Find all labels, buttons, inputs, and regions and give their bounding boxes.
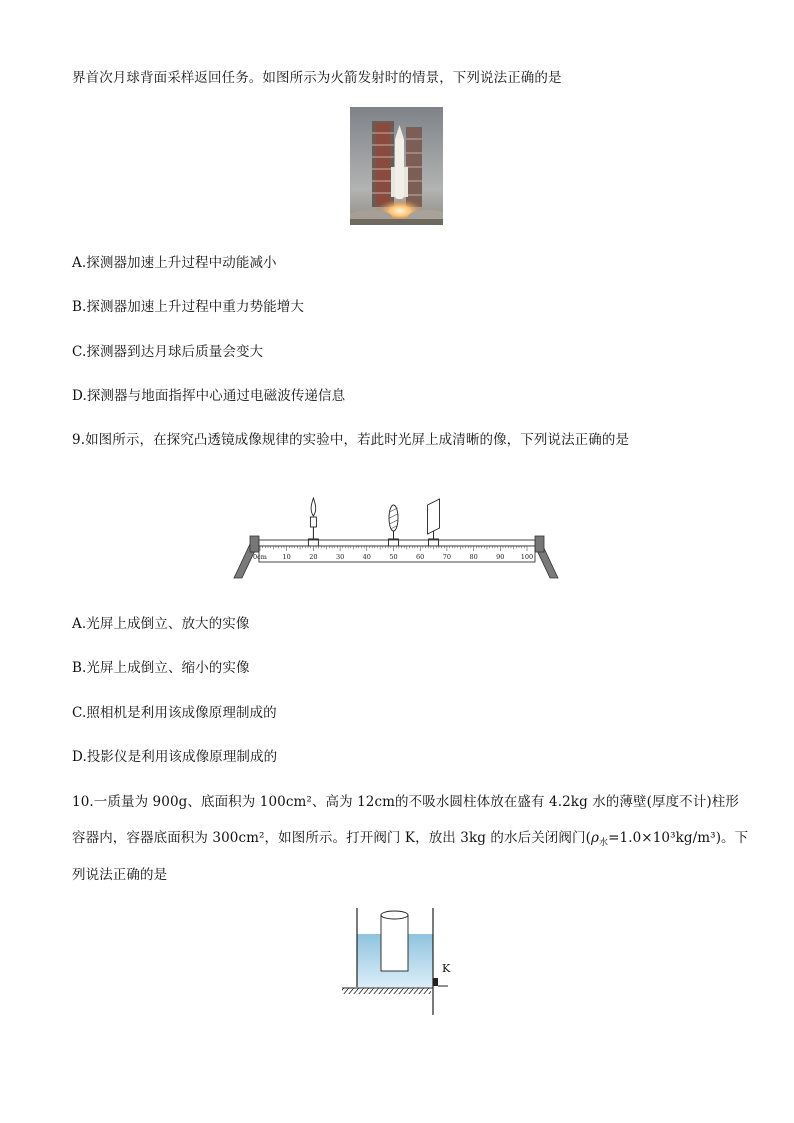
container-figure xyxy=(338,905,462,1024)
q8-option-b: B.探测器加速上升过程中重力势能增大 xyxy=(72,299,305,315)
bench-tick-label: 50 xyxy=(389,553,398,561)
bench-tick-label: 60 xyxy=(416,553,425,561)
candle-body xyxy=(310,517,316,527)
bench-tick-label: 70 xyxy=(442,553,452,561)
bench-rail-top xyxy=(259,540,535,546)
q10-line-2-end: =1.0×10³kg/m³)。下 xyxy=(608,830,749,846)
rocket-launch-photo xyxy=(350,107,443,225)
q8-option-c: C.探测器到达月球后质量会变大 xyxy=(72,344,264,360)
optical-bench-figure xyxy=(230,472,562,588)
q10-line-1: 10.一质量为 900g、底面积为 100cm²、高为 12cm的不吸水圆柱体放在盛有 4.2kg 水的薄壁(厚度不计)柱形 xyxy=(72,794,739,810)
optical-bench-diagram xyxy=(230,472,562,584)
intro-line: 界首次月球背面采样返回任务。如图所示为火箭发射时的情景，下列说法正确的是 xyxy=(72,70,562,86)
q9-option-a: A.光屏上成倒立、放大的实像 xyxy=(72,616,250,632)
bench-tick-label: 40 xyxy=(362,553,371,561)
q10-line-3: 列说法正确的是 xyxy=(72,867,168,883)
q9-option-b: B.光屏上成倒立、缩小的实像 xyxy=(72,660,250,676)
q9-stem: 9.如图所示，在探究凸透镜成像规律的实验中，若此时光屏上成清晰的像，下列说法正确的是 xyxy=(72,432,630,448)
cylinder-top xyxy=(381,911,408,919)
valve-k-icon xyxy=(433,978,438,986)
bench-tick-label: 20 xyxy=(309,553,318,561)
bench-tick-label: 90 xyxy=(496,553,505,561)
q8-option-d: D.探测器与地面指挥中心通过电磁波传递信息 xyxy=(72,388,346,404)
screen-panel xyxy=(428,499,440,534)
bench-tick-label: 10 xyxy=(282,553,291,561)
bench-tick-label: 0cm xyxy=(253,553,267,561)
bench-tick-label: 30 xyxy=(335,553,345,561)
rocket-launch-illustration xyxy=(350,107,443,225)
q10-line-2-start: 容器内，容器底面积为 300cm²，如图所示。打开阀门 K，放出 3kg 的水后关闭阀门( xyxy=(72,830,591,846)
container-diagram xyxy=(338,905,462,1020)
lens-body xyxy=(389,505,398,531)
bench-right-end xyxy=(535,536,544,552)
q9-option-c: C.照相机是利用该成像原理制成的 xyxy=(72,705,277,721)
ground-hatch xyxy=(342,988,431,994)
candle xyxy=(308,498,318,546)
q8-option-a: A.探测器加速上升过程中动能减小 xyxy=(72,255,277,271)
bench-left-end xyxy=(250,536,259,552)
rho-subscript: 水 xyxy=(599,838,609,848)
q10-line-2 xyxy=(72,826,748,846)
valve-label: K xyxy=(442,962,451,975)
bench-tick-label: 80 xyxy=(469,553,478,561)
q9-option-d: D.投影仪是利用该成像原理制成的 xyxy=(72,749,278,765)
cylinder xyxy=(381,915,408,971)
rho-symbol: ρ xyxy=(590,830,600,846)
candle-flame xyxy=(311,498,316,516)
bench-tick-label: 100 xyxy=(520,553,534,561)
light-screen xyxy=(428,499,440,546)
